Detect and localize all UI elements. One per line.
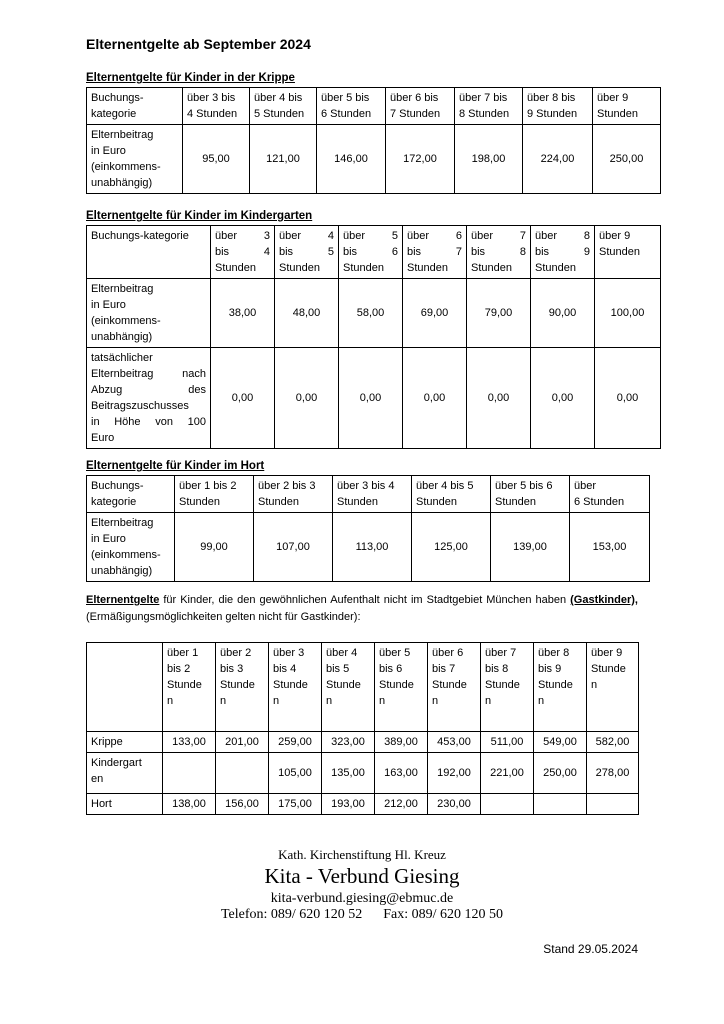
value-cell bbox=[269, 753, 322, 794]
value-cell bbox=[275, 348, 339, 449]
column-header-text: n bbox=[485, 695, 492, 707]
column-header-text: Stunden bbox=[407, 262, 448, 274]
value-cell-text: 221,00 bbox=[490, 767, 524, 779]
value-cell bbox=[534, 732, 587, 753]
value-cell bbox=[481, 732, 534, 753]
column-header-text: 4 Stunden bbox=[187, 108, 238, 120]
value-cell-text: 146,00 bbox=[334, 153, 368, 165]
footer-email: kita-verbund.giesing@ebmuc.de bbox=[270, 891, 454, 906]
column-header-text: über 4 bis 5 bbox=[416, 480, 474, 492]
value-cell bbox=[275, 279, 339, 348]
value-cell bbox=[491, 513, 570, 582]
column-header-text: Stunde bbox=[485, 679, 520, 691]
value-cell-text: 0,00 bbox=[551, 392, 574, 404]
column-header-text: bis 2 bbox=[167, 663, 191, 675]
column-header-text: über 9 bbox=[599, 230, 631, 242]
column-header-text: bis 8 bbox=[471, 246, 526, 258]
column-header bbox=[593, 88, 661, 125]
column-header-text: n bbox=[273, 695, 280, 707]
column-header-text: Stunde bbox=[167, 679, 202, 691]
footer-phone-fax: Telefon: 089/ 620 120 52 Fax: 089/ 620 120 50 bbox=[220, 907, 504, 922]
column-header-text: über 8 bbox=[538, 647, 570, 659]
column-header-text: Stunde bbox=[432, 679, 467, 691]
value-cell bbox=[375, 753, 428, 794]
column-header-text: Stunden bbox=[337, 496, 378, 508]
row-label-text: Euro bbox=[91, 432, 115, 444]
table-header-row bbox=[87, 88, 661, 125]
row-label-text: Elternbeitrag bbox=[91, 129, 154, 141]
gastkinder-heading bbox=[86, 592, 638, 626]
column-header-text: Stunde bbox=[326, 679, 361, 691]
column-header-text: über 1 bis 2 bbox=[179, 480, 237, 492]
value-cell-text: 99,00 bbox=[200, 541, 228, 553]
column-header-text: bis 5 bbox=[279, 246, 334, 258]
value-cell bbox=[163, 732, 216, 753]
column-header bbox=[250, 88, 317, 125]
gast-heading-underlined: Elternentgelte bbox=[86, 594, 160, 606]
value-cell-text: 582,00 bbox=[595, 736, 630, 748]
value-cell-text: 0,00 bbox=[423, 392, 446, 404]
table-row bbox=[87, 125, 661, 194]
value-cell bbox=[428, 753, 481, 794]
column-header bbox=[375, 643, 428, 732]
value-cell bbox=[269, 794, 322, 815]
column-header bbox=[455, 88, 523, 125]
value-cell bbox=[339, 348, 403, 449]
value-cell-text: 135,00 bbox=[331, 767, 365, 779]
table-row bbox=[87, 348, 661, 449]
column-header-text: über 7 bis bbox=[459, 92, 508, 104]
row-label-text: Beitragszuschusses bbox=[91, 400, 189, 412]
value-cell bbox=[587, 794, 639, 815]
row-label bbox=[87, 279, 211, 348]
column-header-text: 5 Stunden bbox=[254, 108, 305, 120]
value-cell bbox=[455, 125, 523, 194]
value-cell-text: 100,00 bbox=[610, 307, 645, 319]
column-header bbox=[412, 476, 491, 513]
value-cell-text: 278,00 bbox=[595, 767, 630, 779]
value-cell-text: 0,00 bbox=[231, 392, 254, 404]
value-cell-text: 0,00 bbox=[359, 392, 382, 404]
value-cell-text: 69,00 bbox=[420, 307, 449, 319]
column-header bbox=[595, 226, 661, 279]
value-cell-text: 201,00 bbox=[225, 736, 259, 748]
value-cell bbox=[534, 794, 587, 815]
value-cell bbox=[216, 794, 269, 815]
column-header-text: über 6 bis bbox=[390, 92, 439, 104]
column-header-text: Stunden bbox=[597, 108, 638, 120]
column-header-text: Stunden bbox=[471, 262, 512, 274]
value-cell bbox=[534, 753, 587, 794]
value-cell-text: 172,00 bbox=[403, 153, 437, 165]
row-label bbox=[87, 348, 211, 449]
column-header-text: Buchungs- bbox=[91, 92, 144, 104]
value-cell bbox=[333, 513, 412, 582]
column-header bbox=[87, 88, 183, 125]
value-cell-text: 212,00 bbox=[384, 798, 418, 810]
column-header-text: n bbox=[326, 695, 333, 707]
column-header-text: Stunden bbox=[258, 496, 299, 508]
value-cell bbox=[269, 732, 322, 753]
row-label-text: in Euro bbox=[91, 533, 126, 545]
column-header bbox=[570, 476, 650, 513]
stand-date: Stand 29.05.2024 bbox=[543, 942, 638, 956]
column-header-text: n bbox=[538, 695, 545, 707]
column-header-text: über 7 bbox=[485, 647, 517, 659]
row-label-text: (einkommens- bbox=[91, 315, 161, 327]
column-header-text: bis 6 bbox=[343, 246, 398, 258]
row-label-text: unabhängig) bbox=[91, 565, 153, 577]
column-header-text: Stunden bbox=[495, 496, 536, 508]
column-header-text: Buchungs- bbox=[91, 480, 144, 492]
value-cell-text: 0,00 bbox=[295, 392, 318, 404]
value-cell-text: 0,00 bbox=[616, 392, 639, 404]
column-header-text: bis 4 bbox=[215, 246, 270, 258]
column-header-text: n bbox=[591, 679, 598, 691]
hort-heading: Elternentgelte für Kinder im Hort bbox=[86, 460, 265, 472]
column-header-text: über 3 bis 4 bbox=[337, 480, 395, 492]
column-header-text: über 8 bbox=[535, 230, 590, 242]
table-header-row bbox=[87, 476, 650, 513]
value-cell bbox=[163, 753, 216, 794]
value-cell-text: 323,00 bbox=[331, 736, 365, 748]
value-cell bbox=[595, 348, 661, 449]
value-cell-text: 38,00 bbox=[228, 307, 257, 319]
value-cell-text: 259,00 bbox=[278, 736, 312, 748]
value-cell-text: 58,00 bbox=[356, 307, 385, 319]
value-cell bbox=[322, 794, 375, 815]
column-header-text: Stunden bbox=[343, 262, 384, 274]
value-cell bbox=[322, 732, 375, 753]
column-header-text: über 3 bis bbox=[187, 92, 236, 104]
column-header-text: bis 9 bbox=[535, 246, 590, 258]
row-label-text: Abzug des bbox=[91, 384, 206, 396]
column-header bbox=[386, 88, 455, 125]
value-cell bbox=[317, 125, 386, 194]
table-header-row bbox=[87, 226, 661, 279]
column-header-text: über 1 bbox=[167, 647, 199, 659]
column-header-text: n bbox=[379, 695, 386, 707]
row-label-text: in Euro bbox=[91, 145, 126, 157]
column-header-text: über 3 bbox=[215, 230, 270, 242]
value-cell-text: 511,00 bbox=[490, 736, 524, 748]
row-label-text: Elternbeitrag bbox=[91, 283, 154, 295]
value-cell bbox=[428, 732, 481, 753]
column-header bbox=[339, 226, 403, 279]
row-label-text: in Euro bbox=[91, 299, 126, 311]
column-header-text: über 4 bbox=[326, 647, 358, 659]
column-header bbox=[211, 226, 275, 279]
value-cell bbox=[250, 125, 317, 194]
column-header-text: Stunden bbox=[279, 262, 320, 274]
column-header-text: über 5 bbox=[379, 647, 411, 659]
column-header-text: 6 Stunden bbox=[321, 108, 372, 120]
value-cell bbox=[412, 513, 491, 582]
column-header bbox=[317, 88, 386, 125]
value-cell bbox=[216, 753, 269, 794]
column-header-text: kategorie bbox=[91, 108, 137, 120]
row-label-text: tatsächlicher bbox=[91, 352, 153, 364]
value-cell bbox=[531, 348, 595, 449]
row-label-text: (einkommens- bbox=[91, 549, 161, 561]
row-label-text: Elternbeitrag bbox=[91, 517, 154, 529]
value-cell-text: 224,00 bbox=[540, 153, 575, 165]
value-cell bbox=[595, 279, 661, 348]
column-header-text: 9 Stunden bbox=[527, 108, 578, 120]
column-header-text: bis 7 bbox=[432, 663, 456, 675]
value-cell-text: 113,00 bbox=[355, 541, 389, 553]
column-header-text: bis 7 bbox=[407, 246, 462, 258]
column-header-text: Stunden bbox=[179, 496, 220, 508]
column-header-text: Stunde bbox=[379, 679, 414, 691]
footer-org: Kath. Kirchenstiftung Hl. Kreuz bbox=[278, 847, 446, 862]
value-cell bbox=[375, 794, 428, 815]
value-cell-text: 153,00 bbox=[592, 541, 627, 553]
column-header-text: bis 8 bbox=[485, 663, 509, 675]
value-cell-text: 121,00 bbox=[266, 153, 300, 165]
value-cell bbox=[531, 279, 595, 348]
value-cell-text: 250,00 bbox=[609, 153, 644, 165]
value-cell bbox=[587, 732, 639, 753]
hort-table bbox=[86, 475, 650, 582]
row-label-text: unabhängig) bbox=[91, 331, 153, 343]
column-header-text: Stunde bbox=[591, 663, 626, 675]
column-header-text: bis 4 bbox=[273, 663, 297, 675]
column-header bbox=[481, 643, 534, 732]
value-cell-text: 139,00 bbox=[513, 541, 547, 553]
column-header-text: Stunden bbox=[215, 262, 256, 274]
value-cell bbox=[386, 125, 455, 194]
value-cell bbox=[570, 513, 650, 582]
value-cell-text: 0,00 bbox=[487, 392, 510, 404]
table-header-row bbox=[87, 643, 639, 732]
value-cell bbox=[481, 794, 534, 815]
value-cell bbox=[403, 279, 467, 348]
value-cell-text: 549,00 bbox=[543, 736, 577, 748]
table-row bbox=[87, 279, 661, 348]
value-cell-text: 133,00 bbox=[172, 736, 206, 748]
value-cell-text: 125,00 bbox=[434, 541, 468, 553]
row-label-text: unabhängig) bbox=[91, 177, 153, 189]
column-header bbox=[87, 476, 175, 513]
value-cell bbox=[211, 348, 275, 449]
krippe-table bbox=[86, 87, 661, 194]
column-header-text: bis 5 bbox=[326, 663, 350, 675]
column-header bbox=[491, 476, 570, 513]
value-cell-text: 175,00 bbox=[278, 798, 312, 810]
column-header-text: über 2 bis 3 bbox=[258, 480, 316, 492]
value-cell bbox=[183, 125, 250, 194]
column-header bbox=[531, 226, 595, 279]
row-label-text: en bbox=[91, 773, 104, 785]
column-header-text: kategorie bbox=[91, 496, 137, 508]
column-header-text: n bbox=[220, 695, 227, 707]
column-header-text: Stunde bbox=[220, 679, 255, 691]
column-header-text: über 4 bis bbox=[254, 92, 303, 104]
row-label bbox=[87, 732, 163, 753]
kindergarten-table bbox=[86, 225, 661, 449]
column-header-text: über 8 bis bbox=[527, 92, 576, 104]
column-header bbox=[467, 226, 531, 279]
column-header-text: über 5 bis bbox=[321, 92, 370, 104]
page-title: Elternentgelte ab September 2024 bbox=[86, 36, 311, 52]
column-header-text: bis 9 bbox=[538, 663, 562, 675]
column-header bbox=[269, 643, 322, 732]
row-label-text: Hort bbox=[91, 798, 112, 810]
column-header bbox=[403, 226, 467, 279]
value-cell bbox=[339, 279, 403, 348]
column-header-text: Buchungs-kategorie bbox=[91, 230, 189, 242]
value-cell-text: 250,00 bbox=[543, 767, 577, 779]
value-cell-text: 105,00 bbox=[278, 767, 312, 779]
row-label-text: Elternbeitrag nach bbox=[91, 368, 206, 380]
column-header-text: 7 Stunden bbox=[390, 108, 441, 120]
row-label-text: in Höhe von 100 bbox=[91, 416, 206, 428]
value-cell-text: 138,00 bbox=[172, 798, 206, 810]
value-cell bbox=[467, 279, 531, 348]
value-cell-text: 107,00 bbox=[276, 541, 310, 553]
value-cell-text: 95,00 bbox=[202, 153, 230, 165]
column-header bbox=[163, 643, 216, 732]
column-header-text: über 6 bbox=[432, 647, 464, 659]
gast-heading-text-2: (Ermäßigungsmöglichkeiten gelten nicht für Gastkinder): bbox=[86, 611, 361, 623]
value-cell-text: 79,00 bbox=[484, 307, 513, 319]
value-cell-text: 156,00 bbox=[225, 798, 259, 810]
value-cell-text: 198,00 bbox=[471, 153, 506, 165]
value-cell bbox=[587, 753, 639, 794]
table-row bbox=[87, 732, 639, 753]
row-label-text: (einkommens- bbox=[91, 161, 161, 173]
kindergarten-heading: Elternentgelte für Kinder im Kindergarten bbox=[86, 210, 313, 222]
gast-heading-text: für Kinder, die den gewöhnlichen Aufenthalt nicht im Stadtgebiet München haben bbox=[159, 594, 567, 606]
value-cell bbox=[481, 753, 534, 794]
column-header-text: n bbox=[432, 695, 439, 707]
column-header bbox=[175, 476, 254, 513]
value-cell-text: 453,00 bbox=[437, 736, 471, 748]
column-header-text: Stunden bbox=[416, 496, 457, 508]
column-header bbox=[87, 226, 211, 279]
value-cell-text: 230,00 bbox=[437, 798, 471, 810]
footer-title: Kita - Verbund Giesing bbox=[264, 864, 460, 888]
row-label bbox=[87, 125, 183, 194]
column-header-empty bbox=[87, 643, 163, 732]
column-header bbox=[216, 643, 269, 732]
column-header-text: über 9 bbox=[597, 92, 629, 104]
value-cell-text: 163,00 bbox=[384, 767, 418, 779]
row-label bbox=[87, 794, 163, 815]
column-header-text: 6 Stunden bbox=[574, 496, 625, 508]
value-cell bbox=[523, 125, 593, 194]
column-header-text: über 7 bbox=[471, 230, 526, 242]
column-header bbox=[254, 476, 333, 513]
column-header-text: Stunde bbox=[538, 679, 573, 691]
value-cell-text: 48,00 bbox=[292, 307, 321, 319]
value-cell-text: 90,00 bbox=[548, 307, 577, 319]
column-header bbox=[333, 476, 412, 513]
row-label bbox=[87, 753, 163, 794]
krippe-heading: Elternentgelte für Kinder in der Krippe bbox=[86, 72, 295, 84]
column-header-text: Stunde bbox=[273, 679, 308, 691]
row-label-text: Kindergart bbox=[91, 757, 142, 769]
value-cell bbox=[375, 732, 428, 753]
column-header bbox=[428, 643, 481, 732]
column-header-text: Stunden bbox=[599, 246, 640, 258]
column-header-text: bis 3 bbox=[220, 663, 244, 675]
gastkinder-table bbox=[86, 642, 639, 815]
column-header bbox=[183, 88, 250, 125]
table-row bbox=[87, 753, 639, 794]
value-cell bbox=[216, 732, 269, 753]
value-cell bbox=[403, 348, 467, 449]
value-cell bbox=[322, 753, 375, 794]
column-header-text: Stunden bbox=[535, 262, 576, 274]
value-cell bbox=[211, 279, 275, 348]
value-cell bbox=[254, 513, 333, 582]
column-header-text: bis 6 bbox=[379, 663, 403, 675]
value-cell bbox=[467, 348, 531, 449]
column-header bbox=[523, 88, 593, 125]
value-cell-text: 192,00 bbox=[437, 767, 471, 779]
column-header-text: über 5 bis 6 bbox=[495, 480, 553, 492]
table-row bbox=[87, 513, 650, 582]
value-cell-text: 193,00 bbox=[331, 798, 365, 810]
value-cell bbox=[175, 513, 254, 582]
column-header-text: über bbox=[574, 480, 597, 492]
value-cell bbox=[163, 794, 216, 815]
column-header bbox=[322, 643, 375, 732]
value-cell bbox=[428, 794, 481, 815]
column-header-text: 8 Stunden bbox=[459, 108, 510, 120]
column-header-text: über 9 bbox=[591, 647, 623, 659]
row-label bbox=[87, 513, 175, 582]
column-header-text: über 5 bbox=[343, 230, 398, 242]
value-cell-text: 389,00 bbox=[384, 736, 418, 748]
gast-heading-underlined-2: (Gastkinder), bbox=[570, 594, 638, 606]
column-header bbox=[534, 643, 587, 732]
column-header-text: über 2 bbox=[220, 647, 252, 659]
column-header-text: über 6 bbox=[407, 230, 462, 242]
column-header-text: n bbox=[167, 695, 174, 707]
value-cell bbox=[593, 125, 661, 194]
column-header bbox=[275, 226, 339, 279]
column-header-text: über 4 bbox=[279, 230, 334, 242]
column-header-text: über 3 bbox=[273, 647, 305, 659]
column-header bbox=[587, 643, 639, 732]
table-row bbox=[87, 794, 639, 815]
row-label-text: Krippe bbox=[91, 736, 123, 748]
